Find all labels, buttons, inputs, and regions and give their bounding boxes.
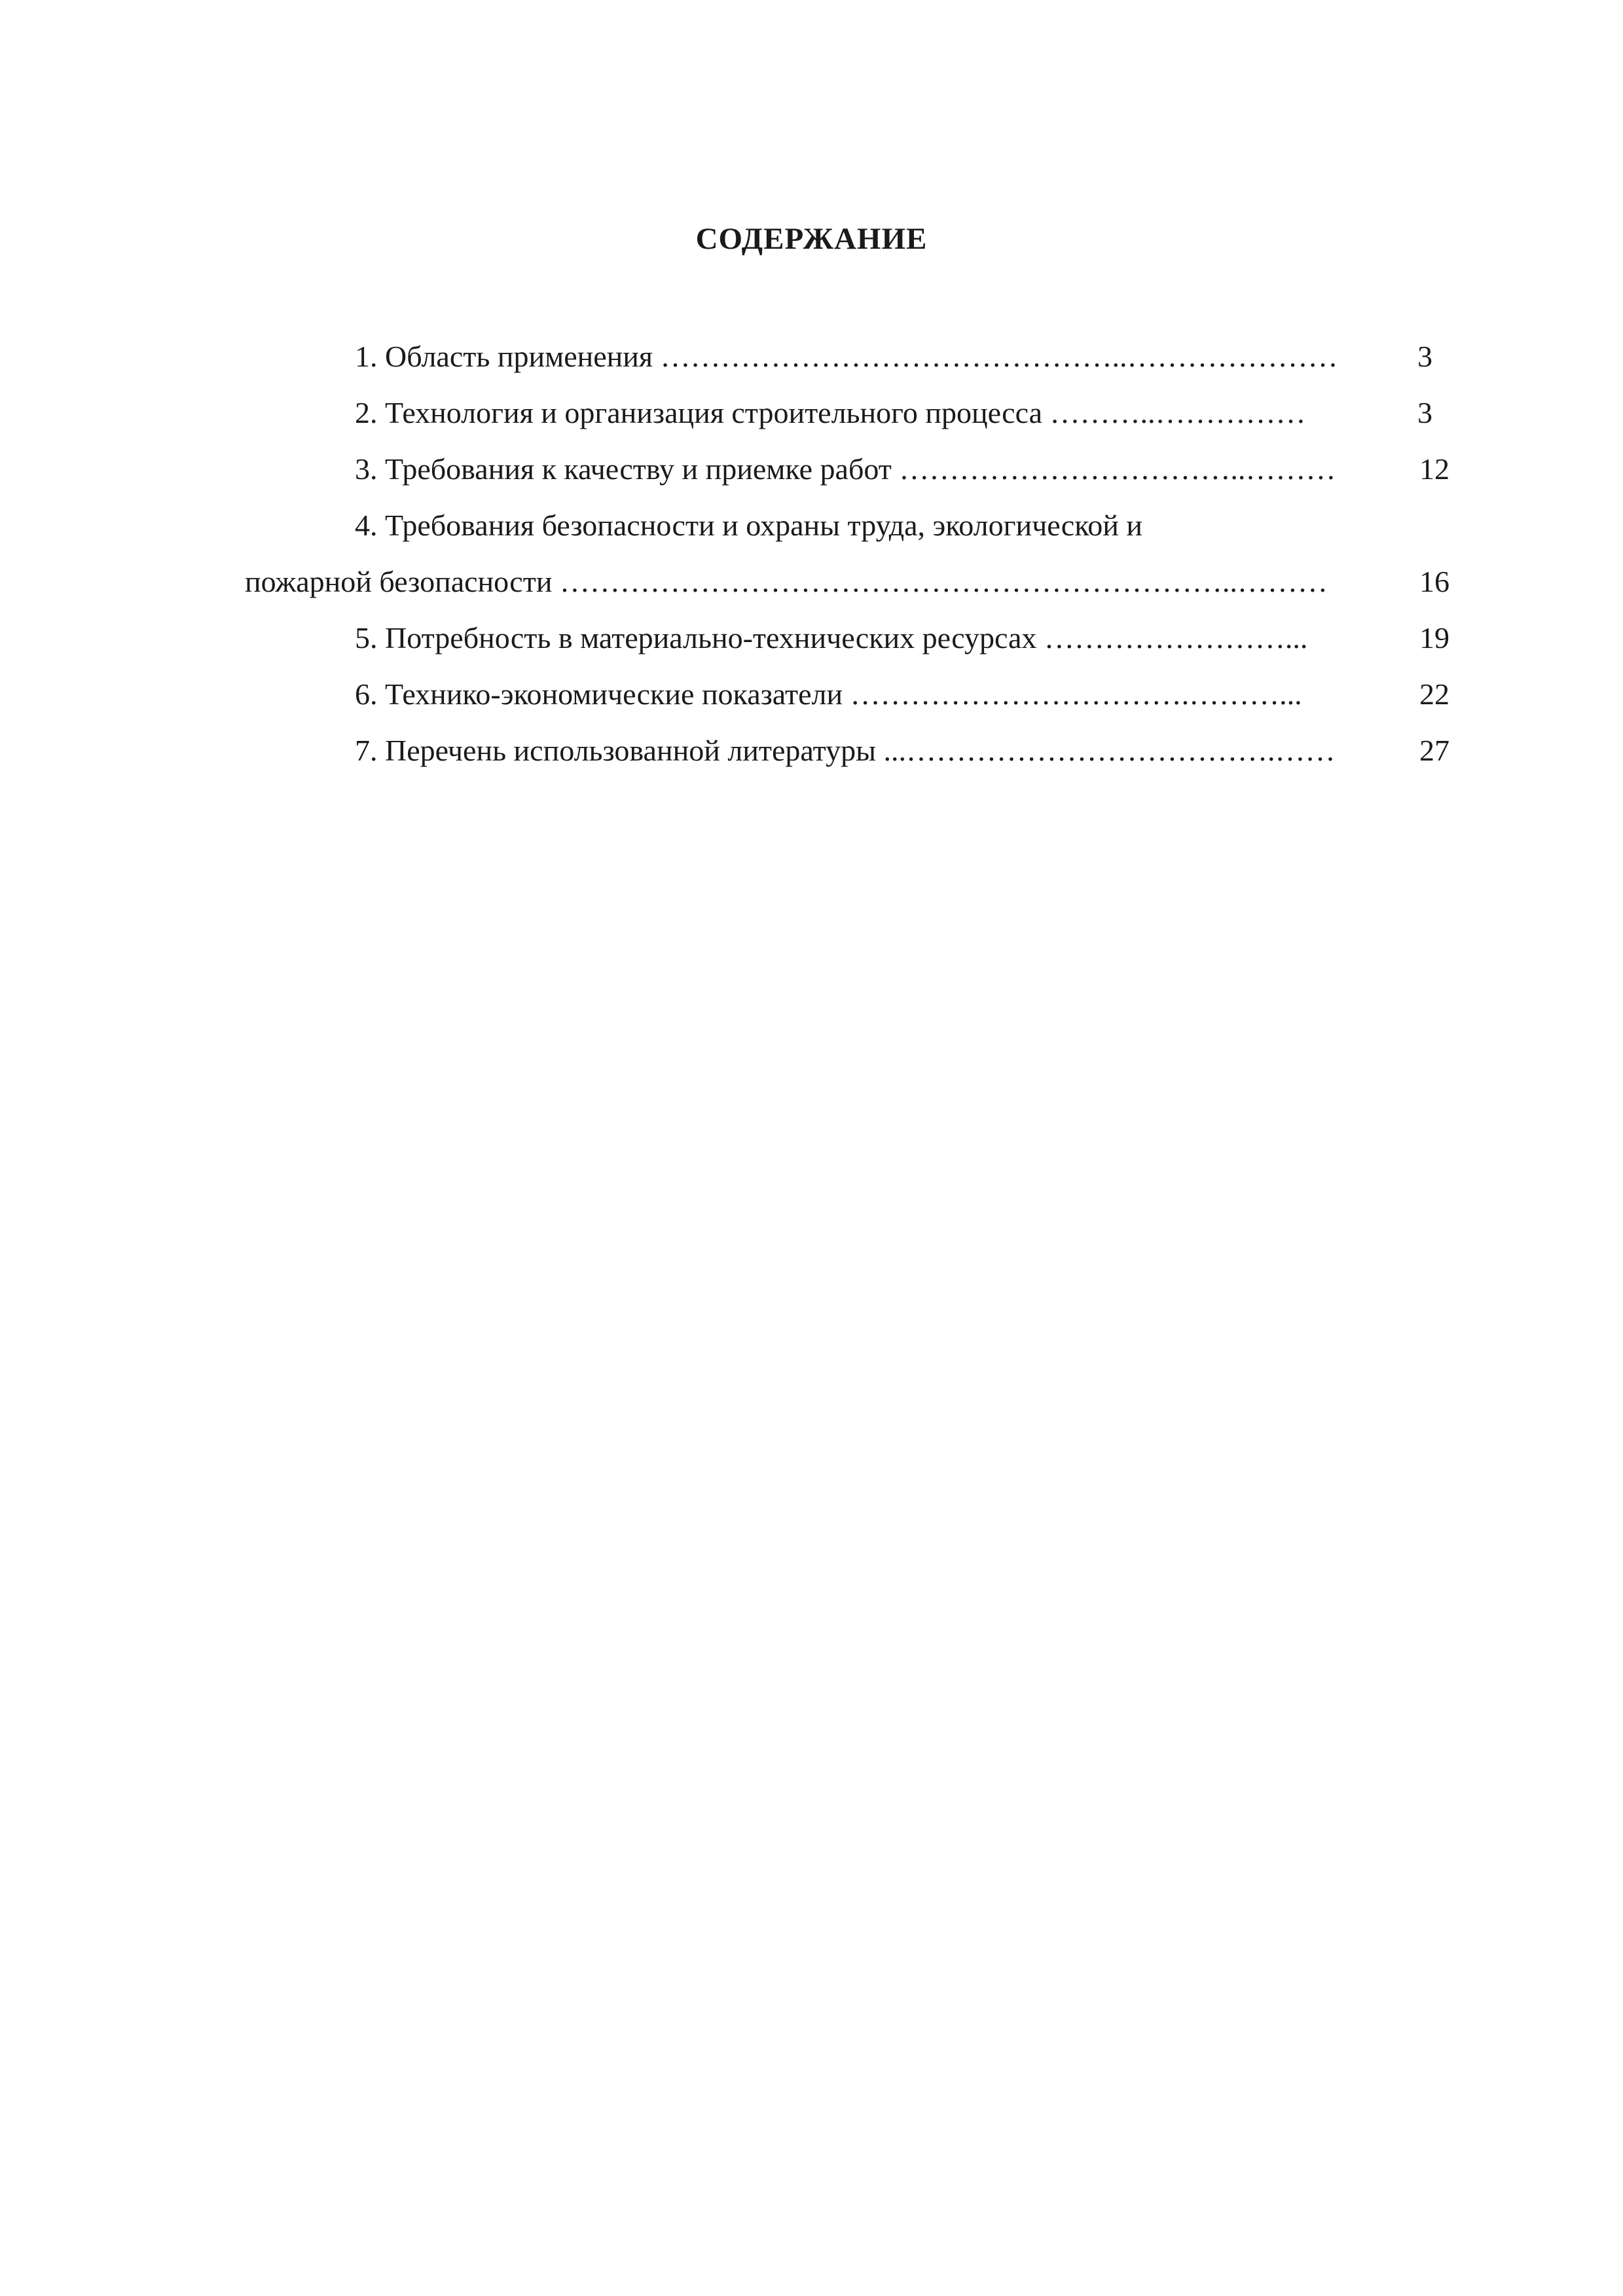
- toc-entry-text: пожарной безопасности …………………………………………………………..………: [245, 565, 1328, 598]
- toc-entry-text: 3. Требования к качеству и приемке работ ……………………………..………: [355, 452, 1336, 486]
- toc-entry-text: 5. Потребность в материально-технических ресурсах ……………………...: [355, 621, 1308, 655]
- toc-entry-page: 3: [1417, 396, 1432, 429]
- toc-title: СОДЕРЖАНИЕ: [695, 222, 928, 256]
- toc-entry-4-line-2: [245, 562, 1450, 601]
- toc-entry-text: 7. Перечень использованной литературы ...……………………………….……: [355, 734, 1336, 767]
- toc-entry-page: 19: [1419, 621, 1450, 655]
- toc-entry-7: [245, 731, 1450, 770]
- toc-entry-page: 3: [1417, 340, 1432, 373]
- toc-entry-4-line-1: [245, 506, 1450, 545]
- toc-entry-page: 16: [1419, 565, 1450, 598]
- toc-entry-1: [245, 337, 1450, 376]
- toc-entry-page: 12: [1419, 452, 1450, 486]
- toc-entry-6: [245, 675, 1450, 714]
- toc-entry-3: [245, 450, 1450, 489]
- toc-entry-text: 1. Область применения ………………………………………..…………………: [355, 340, 1338, 373]
- toc-entry-text: 4. Требования безопасности и охраны труда, экологической и: [355, 509, 1142, 542]
- toc-entry-page: 22: [1419, 677, 1450, 711]
- toc-entry-5: [245, 619, 1450, 658]
- toc-entry-2: [245, 393, 1450, 433]
- toc-entry-text: 6. Технико-экономические показатели …………………………….………...: [355, 677, 1302, 711]
- toc-entry-text: 2. Технология и организация строительного процесса ………..……………: [355, 396, 1306, 429]
- toc-entry-page: 27: [1419, 734, 1450, 767]
